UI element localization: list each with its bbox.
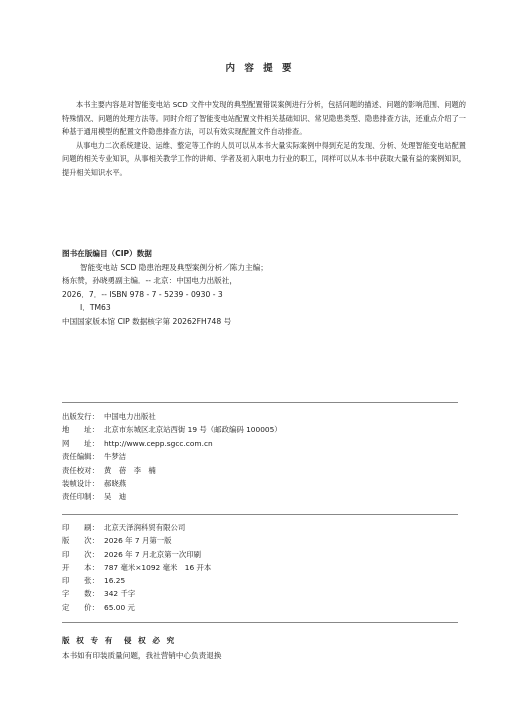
divider [62,622,458,623]
printer-label: 印 刷： [62,523,99,532]
edition-value: 2026 年 7 月第一版 [104,536,172,546]
proofreader-row [62,464,462,477]
printer-row [62,521,462,534]
price-label: 定 价： [62,602,99,612]
cip-line: 智能变电站 SCD 隐患治理及典型案例分析／陈力主编； [80,262,268,272]
word-count-value: 342 千字 [104,589,136,599]
cip-data-block [62,247,462,328]
print-manager-value: 吴 迪 [104,492,127,502]
cip-catalog-number: 中国国家版本馆 CIP 数据核字第 20262FH748 号 [62,316,232,326]
designer-label: 装帧设计： [62,479,99,489]
address-label: 地 址： [62,425,99,435]
cip-heading: 图书在版编目（CIP）数据 [62,249,152,258]
website-row [62,437,462,450]
divider [62,402,458,403]
address-value: 北京市东城区北京站西街 19 号（邮政编码 100005） [104,425,282,435]
format-row [62,561,462,574]
sheets-label: 印 张： [62,576,99,586]
proofreader-label: 责任校对： [62,465,99,475]
sheets-row [62,574,462,587]
publisher-row [62,410,462,423]
impression-label: 印 次： [62,549,99,559]
price-row [62,601,462,614]
website-value: http://www.cepp.sgcc.com.cn [104,438,213,448]
word-count-label: 字 数： [62,589,99,599]
summary-text [62,98,466,180]
word-count-row [62,587,462,600]
website-label: 网 址： [62,438,99,448]
editor-label: 责任编辑： [62,452,99,462]
summary-paragraph: 本书主要内容是对智能变电站 SCD 文件中发现的典型配置错误案例进行分析，包括问题的描述、问题的影响范围、问题的特殊情况、问题的处理方法等。同时介绍了智能变电站配置文件相关基础知识、常见隐患类型、隐患排查方法，还重点介绍了一种基于通用模型的配置文件隐患排查方法，可以有效实现配置文件自动排查。 [62,100,466,137]
publisher-info [62,410,462,504]
publisher-label: 出版发行： [62,412,99,421]
edition-label: 版 次： [62,536,99,546]
impression-row [62,548,462,561]
impression-value: 2026 年 7 月北京第一次印刷 [104,549,202,559]
print-manager-row [62,490,462,503]
summary-paragraph: 从事电力二次系统建设、运维、整定等工作的人员可以从本书大量实际案例中得到充足的发现、分析、处理智能变电站配置问题的相关专业知识，从事相关教学工作的讲师、学者及初入职电力行业的职工，同样可以从本书中获取大量有益的案例知识，提升相关知识水平。 [62,140,466,177]
cip-line: 2026．7．-- ISBN 978 - 7 - 5239 - 0930 - 3 [62,289,223,299]
rights-block [62,633,462,663]
edition-row [62,534,462,547]
publisher-value: 中国电力出版社 [104,412,156,421]
designer-value: 郝晓燕 [104,479,127,489]
designer-row [62,477,462,490]
sheets-value: 16.25 [104,576,126,586]
format-value: 787 毫米×1092 毫米 16 开本 [104,562,212,572]
proofreader-value: 黄 蓓 李 楠 [104,465,156,475]
printer-value: 北京天泽润科贸有限公司 [104,523,186,532]
divider [62,514,458,515]
cip-line: 杨东赞，孙晓勇副主编．-- 北京：中国电力出版社， [62,276,237,285]
rights-heading: 版 权 专 有 侵 权 必 究 [62,636,177,645]
cip-classification: Ⅰ．TM63 [80,303,111,312]
editor-value: 牛梦洁 [104,452,127,462]
summary-title: 内 容 提 要 [225,63,295,74]
address-row [62,423,462,436]
rights-notice: 本书如有印装质量问题，我社营销中心负责退换 [62,651,222,660]
print-manager-label: 责任印制： [62,492,99,502]
price-value: 65.00 元 [104,602,135,612]
editor-row [62,450,462,463]
format-label: 开 本： [62,562,99,572]
printing-info [62,521,462,614]
